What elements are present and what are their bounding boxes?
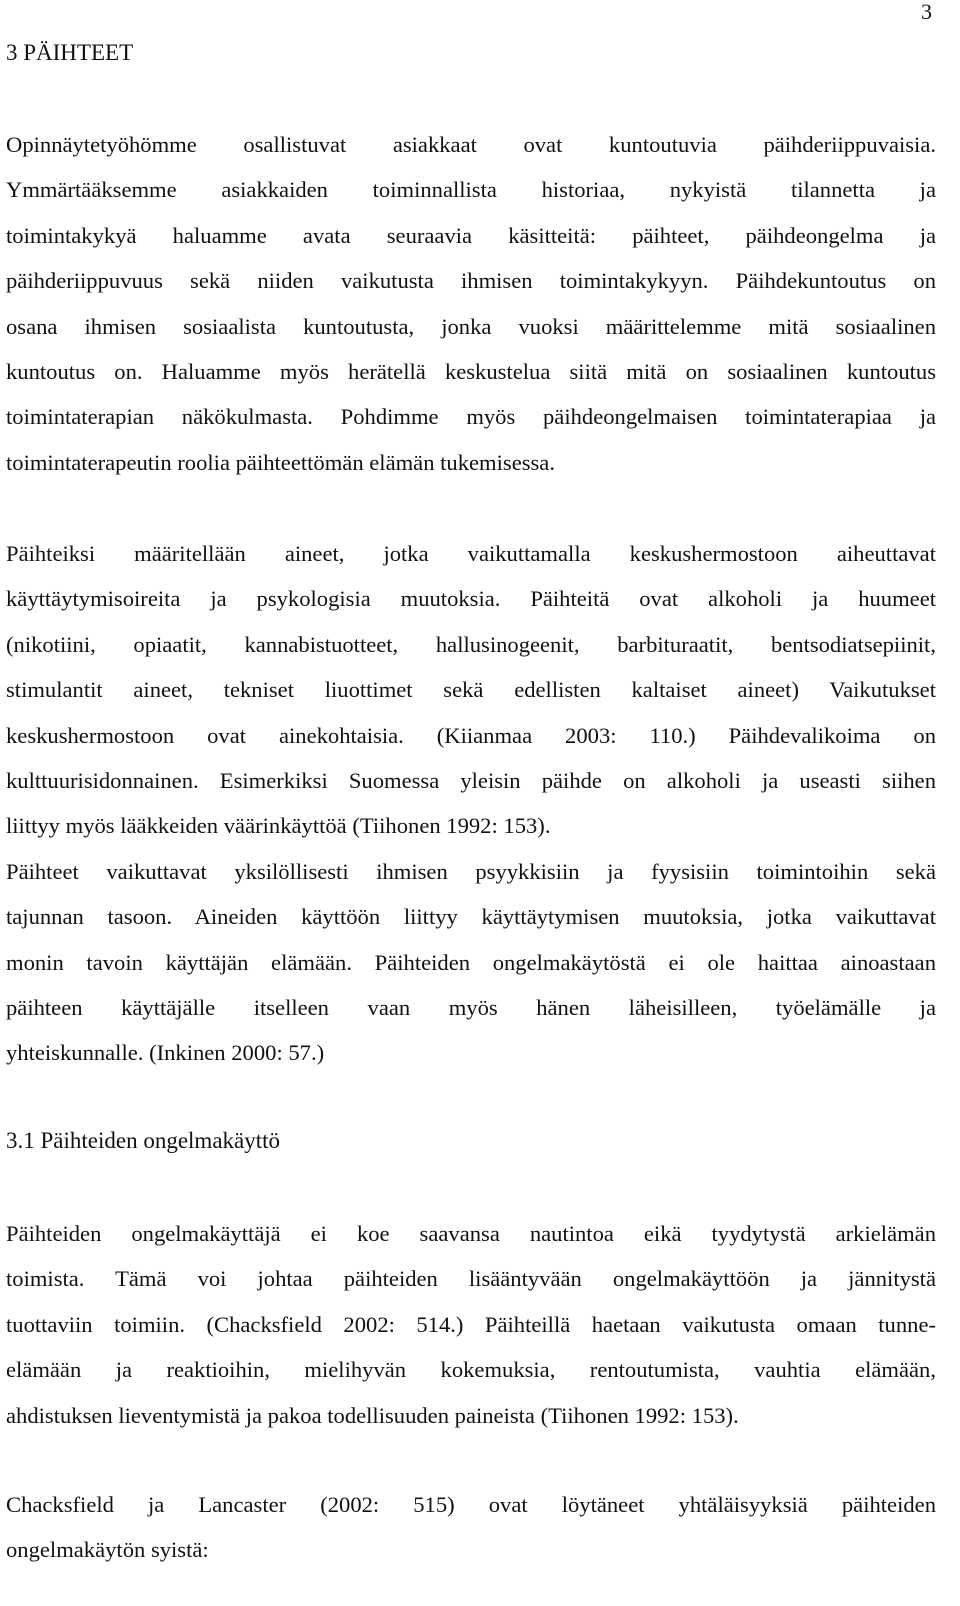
text-line: tajunnan tasoon. Aineiden käyttöön liittyy käyttäytymisen muutoksia, jotka vaikuttavat <box>6 904 936 930</box>
text-line: päihteen käyttäjälle itselleen vaan myös hänen läheisilleen, työelämälle ja <box>6 994 936 1020</box>
text-line: Ymmärtääksemme asiakkaiden toiminnallista historiaa, nykyistä tilannetta ja <box>6 177 936 203</box>
text-line: Päihteiksi määritellään aineet, jotka vaikuttamalla keskushermostoon aiheuttavat <box>6 541 936 566</box>
text-line: päihderiippuvuus sekä niiden vaikutusta ihmisen toimintakykyyn. Päihdekuntoutus on <box>6 268 936 294</box>
text-line: elämään ja reaktioihin, mielihyvän kokemuksia, rentoutumista, vauhtia elämään, <box>6 1357 936 1383</box>
chapter-heading: 3 PÄIHTEET <box>6 40 134 65</box>
text-line: ahdistuksen lieventymistä ja pakoa todellisuuden paineista (Tiihonen 1992: 153). <box>6 1402 739 1428</box>
text-line: monin tavoin käyttäjän elämään. Päihteiden ongelmakäytöstä ei ole haittaa ainoastaan <box>6 949 936 975</box>
text-line: kulttuurisidonnainen. Esimerkiksi Suomessa yleisin päihde on alkoholi ja useasti siihen <box>6 767 936 793</box>
text-line: toimintaterapian näkökulmasta. Pohdimme myös päihdeongelmaisen toimintaterapiaa ja <box>6 404 936 430</box>
text-line: stimulantit aineet, tekniset liuottimet sekä edellisten kaltaiset aineet) Vaikutukset <box>6 677 936 703</box>
text-line: ongelmakäytön syistä: <box>6 1537 209 1563</box>
text-line: käyttäytymisoireita ja psykologisia muutoksia. Päihteitä ovat alkoholi ja huumeet <box>6 586 936 612</box>
text-line: tuottaviin toimiin. (Chacksfield 2002: 514.) Päihteillä haetaan vaikutusta omaan tunne- <box>6 1311 936 1337</box>
paragraph-intro <box>6 122 936 485</box>
paragraph-substances <box>6 531 936 1076</box>
text-line: toimintakykyä haluamme avata seuraavia käsitteitä: päihteet, päihdeongelma ja <box>6 222 936 248</box>
text-line: (nikotiini, opiaatit, kannabistuotteet, hallusinogeenit, barbituraatit, bentsodiatsepiinit, <box>6 631 936 657</box>
paragraph-causes <box>6 1482 936 1573</box>
text-line: Opinnäytetyöhömme osallistuvat asiakkaat ovat kuntoutuvia päihderiippuvaisia. <box>6 132 936 157</box>
text-line: keskushermostoon ovat ainekohtaisia. (Kiianmaa 2003: 110.) Päihdevalikoima on <box>6 722 936 748</box>
text-line: liittyy myös lääkkeiden väärinkäyttöä (Tiihonen 1992: 153). <box>6 813 551 839</box>
text-line: osana ihmisen sosiaalista kuntoutusta, jonka vuoksi määrittelemme mitä sosiaalinen <box>6 313 936 339</box>
text-line: Päihteiden ongelmakäyttäjä ei koe saavansa nautintoa eikä tyydytystä arkielämän <box>6 1221 936 1246</box>
paragraph-problem-use <box>6 1211 936 1438</box>
text-line: Päihteet vaikuttavat yksilöllisesti ihmisen psyykkisiin ja fyysisiin toimintoihin sekä <box>6 858 936 884</box>
text-line: toimintaterapeutin roolia päihteettömän elämän tukemisessa. <box>6 449 555 475</box>
text-line: toimista. Tämä voi johtaa päihteiden lisääntyvään ongelmakäyttöön ja jännitystä <box>6 1266 936 1292</box>
text-line: Chacksfield ja Lancaster (2002: 515) ovat löytäneet yhtäläisyyksiä päihteiden <box>6 1492 936 1517</box>
text-line: yhteiskunnalle. (Inkinen 2000: 57.) <box>6 1040 325 1066</box>
section-heading: 3.1 Päihteiden ongelmakäyttö <box>6 1128 281 1153</box>
page-number: 3 <box>921 0 932 24</box>
text-line: kuntoutus on. Haluamme myös herätellä keskustelua siitä mitä on sosiaalinen kuntoutus <box>6 358 936 384</box>
